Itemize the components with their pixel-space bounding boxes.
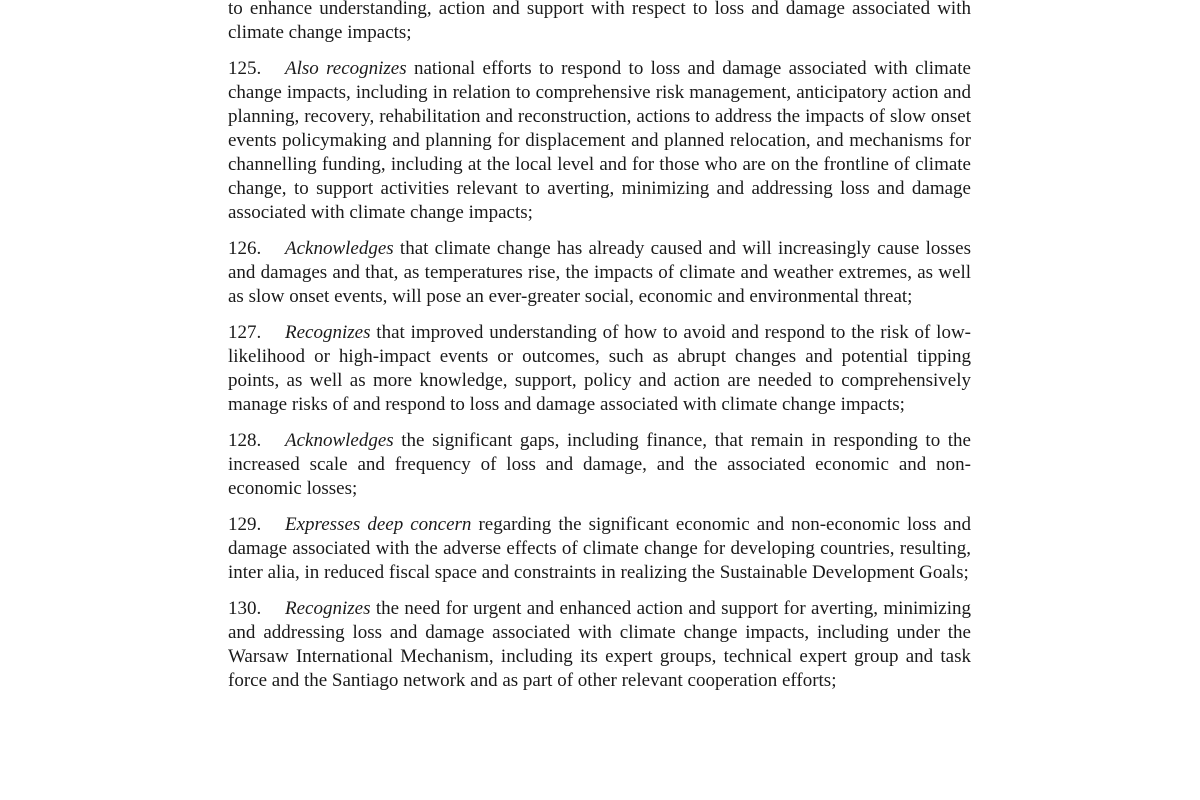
- paragraph-lead-verb: Recognizes: [285, 322, 371, 343]
- paragraph-text: that improved understanding of how to avoid and respond to the risk of low-likelihood or high-impact events or outcomes, such as abrupt changes and potential tipping points, as well as more knowledge, support, policy and action are needed to comprehensively manage risks of and respond to loss and damage associated with climate change impacts;: [228, 322, 971, 415]
- paragraph-text: regarding the significant economic and non-economic loss and damage associated with the adverse effects of climate change for developing countries, resulting, inter alia, in reduced fiscal space and constraints in realizing the Sustainable Development Goals;: [228, 514, 971, 583]
- paragraph-text: that climate change has already caused and will increasingly cause losses and damages and that, as temperatures rise, the impacts of climate and weather extremes, as well as slow onset events, will pose an ever-greater social, economic and environmental threat;: [228, 238, 971, 307]
- paragraph-text: to enhance understanding, action and support with respect to loss and damage associated with climate change impacts;: [228, 0, 971, 43]
- paragraph-127: [228, 321, 971, 417]
- paragraph-lead-verb: Acknowledges: [285, 238, 394, 259]
- paragraph-number: 129.: [228, 514, 262, 535]
- paragraph-number: 126.: [228, 238, 262, 259]
- paragraph-text: the significant gaps, including finance, that remain in responding to the increased scale and frequency of loss and damage, and the associated economic and non-economic losses;: [228, 430, 971, 499]
- paragraph-text: the need for urgent and enhanced action and support for averting, minimizing and addressing loss and damage associated with climate change impacts, including under the Warsaw International Mechanism, including its expert groups, technical expert group and task force and the Santiago network and as part of other relevant cooperation efforts;: [228, 598, 971, 691]
- paragraph-text: national efforts to respond to loss and damage associated with climate change impacts, including in relation to comprehensive risk management, anticipatory action and planning, recovery, rehabilitation and reconstruction, actions to address the impacts of slow onset events policymaking and planning for displacement and planned relocation, and mechanisms for channelling funding, including at the local level and for those who are on the frontline of climate change, to support activities relevant to averting, minimizing and addressing loss and damage associated with climate change impacts;: [228, 58, 971, 223]
- paragraph-number: 128.: [228, 430, 262, 451]
- paragraph-number: 130.: [228, 598, 262, 619]
- paragraph-number: 125.: [228, 58, 262, 79]
- paragraph-128: [228, 429, 971, 501]
- paragraph-lead-verb: Expresses deep concern: [285, 514, 472, 535]
- document-page: [228, 0, 971, 705]
- paragraph-lead-verb: Recognizes: [285, 598, 371, 619]
- paragraph-number: 127.: [228, 322, 262, 343]
- continuation-paragraph: [228, 0, 971, 45]
- paragraph-130: [228, 597, 971, 693]
- paragraph-lead-verb: Also recognizes: [285, 58, 407, 79]
- paragraph-126: [228, 237, 971, 309]
- paragraph-125: [228, 57, 971, 225]
- paragraph-129: [228, 513, 971, 585]
- paragraph-lead-verb: Acknowledges: [285, 430, 394, 451]
